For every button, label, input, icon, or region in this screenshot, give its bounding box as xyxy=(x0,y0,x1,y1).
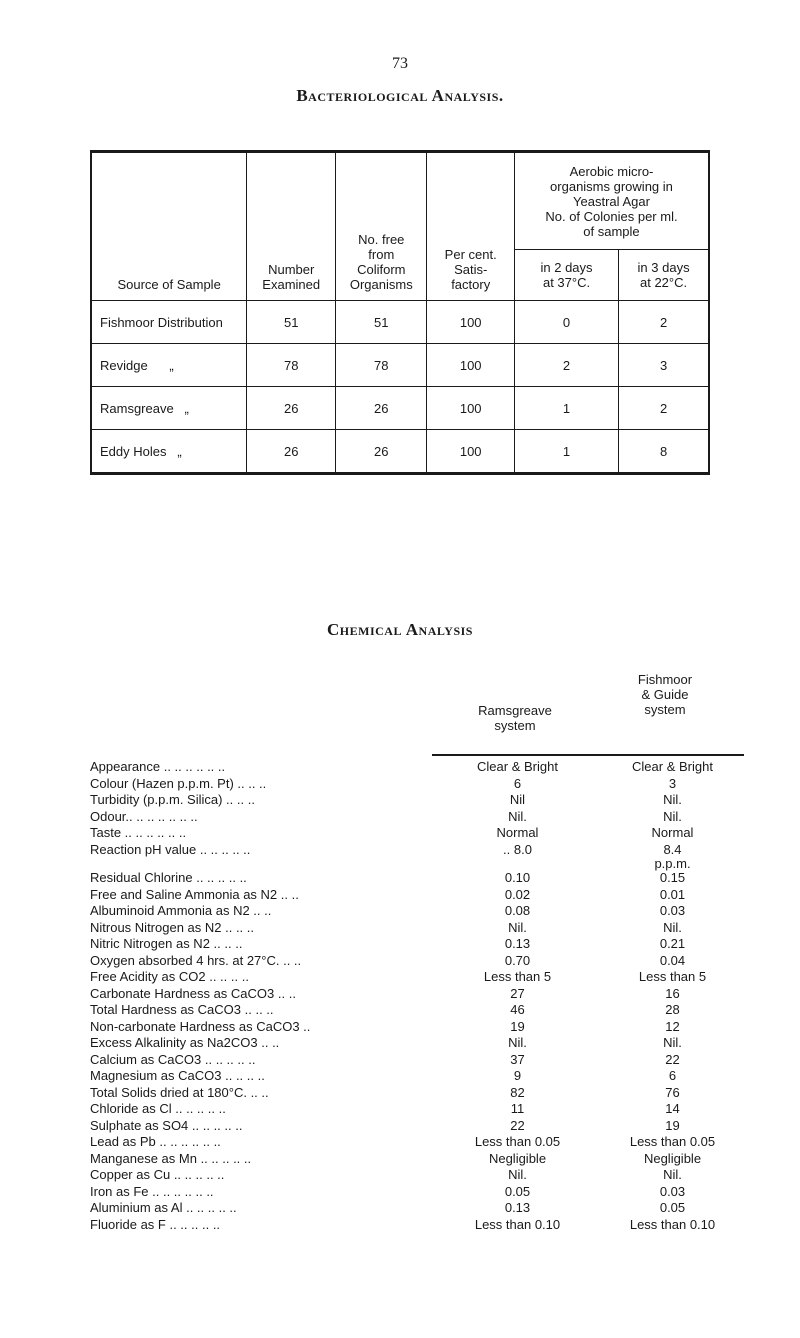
ramsgreave-value: 19 xyxy=(510,1018,525,1034)
ramsgreave-value: 0.70 xyxy=(504,952,531,968)
cell-source: Revidge „ xyxy=(91,344,247,387)
determination-label: Total Solids dried at 180°C. .. .. xyxy=(90,1084,269,1100)
header-aerobic-line: organisms growing in xyxy=(550,178,673,194)
fishmoor-value: Less than 0.10 xyxy=(629,1216,716,1232)
determination-label: Manganese as Mn .. .. .. .. .. xyxy=(90,1150,252,1166)
ramsgreave-value: Less than 5 xyxy=(483,969,552,984)
list-item xyxy=(90,776,760,793)
determination-label: Iron as Fe .. .. .. .. .. .. xyxy=(90,1183,214,1199)
ramsgreave-value: 37 xyxy=(510,1051,525,1067)
ramsgreave-value: 0.08 xyxy=(504,903,531,918)
header-coliform xyxy=(336,152,427,301)
fishmoor-value: Normal xyxy=(651,825,694,840)
chemical-heading: Chemical Analysis xyxy=(327,620,473,639)
ramsgreave-value: Less than 0.05 xyxy=(474,1134,561,1149)
header-aerobic-line: Yeastral Agar xyxy=(573,193,650,209)
determination-label: Appearance .. .. .. .. .. .. xyxy=(90,759,226,774)
determination-label: Albuminoid Ammonia as N2 .. .. xyxy=(90,903,272,918)
list-item xyxy=(90,809,760,826)
ramsgreave-value: Clear & Bright xyxy=(477,759,558,774)
list-item xyxy=(90,1184,760,1201)
cell-days2: 1 xyxy=(514,430,618,474)
header-aerobic-line: No. of Colonies per ml. xyxy=(545,208,678,224)
fishmoor-value: Nil. xyxy=(663,1035,682,1050)
list-item xyxy=(90,1101,760,1118)
fishmoor-value: Less than 5 xyxy=(638,969,707,984)
header-3-days-line: at 22°C. xyxy=(639,275,688,290)
bacteriological-heading: Bacteriological Analysis. xyxy=(296,86,504,105)
fishmoor-value: 3 xyxy=(668,775,677,791)
header-source: Source of Sample xyxy=(91,152,247,301)
determination-label: Carbonate Hardness as CaCO3 .. .. xyxy=(90,985,296,1001)
header-percent-line: Per cent. xyxy=(444,247,497,262)
column-header-line: Fishmoor xyxy=(637,672,693,687)
list-item xyxy=(90,759,760,776)
determination-label: Excess Alkalinity as Na2CO3 .. .. xyxy=(90,1035,280,1050)
fishmoor-value: 0.05 xyxy=(659,1200,686,1215)
fishmoor-value: 16 xyxy=(665,985,680,1001)
list-item xyxy=(90,1118,760,1135)
header-number-examined xyxy=(247,152,336,301)
cell-days3: 2 xyxy=(619,301,709,344)
fishmoor-value: 28 xyxy=(665,1002,680,1017)
page-number: 73 xyxy=(392,55,408,72)
list-item xyxy=(90,1002,760,1019)
cell-days3: 8 xyxy=(619,430,709,474)
cell-source: Eddy Holes „ xyxy=(91,430,247,474)
determination-label: Nitric Nitrogen as N2 .. .. .. xyxy=(90,936,243,951)
determination-label: Lead as Pb .. .. .. .. .. .. xyxy=(90,1134,221,1149)
determination-label: Taste .. .. .. .. .. .. xyxy=(90,825,187,840)
units-note: p.p.m. xyxy=(654,856,691,871)
header-aerobic-group xyxy=(514,152,709,250)
fishmoor-value: 0.15 xyxy=(659,870,686,885)
ramsgreave-value: 0.13 xyxy=(504,1200,531,1215)
list-item xyxy=(90,887,760,904)
list-item xyxy=(90,1068,760,1085)
determination-label: Colour (Hazen p.p.m. Pt) .. .. .. xyxy=(90,775,267,791)
fishmoor-value: Nil. xyxy=(663,1167,682,1182)
header-2-days-line: in 2 days xyxy=(540,260,593,275)
list-item xyxy=(90,953,760,970)
determination-label: Residual Chlorine .. .. .. .. .. xyxy=(90,870,247,885)
ramsgreave-value: Negligible xyxy=(488,1150,547,1166)
determination-label: Turbidity (p.p.m. Silica) .. .. .. xyxy=(90,792,255,807)
fishmoor-value: 6 xyxy=(668,1068,677,1083)
list-item xyxy=(90,920,760,937)
ramsgreave-value: 0.02 xyxy=(504,886,531,902)
determination-label: Free Acidity as CO2 .. .. .. .. xyxy=(90,969,249,984)
list-item xyxy=(90,870,760,887)
fishmoor-value: Nil. xyxy=(663,792,682,807)
cell-percent: 100 xyxy=(427,301,515,344)
list-item xyxy=(90,792,760,809)
cell-number: 26 xyxy=(247,387,336,430)
cell-days2: 2 xyxy=(514,344,618,387)
cell-days3: 2 xyxy=(619,387,709,430)
cell-source: Fishmoor Distribution xyxy=(91,301,247,344)
ramsgreave-value: .. 8.0 xyxy=(503,841,532,857)
fishmoor-value: 19 xyxy=(665,1117,680,1133)
table-row xyxy=(91,430,709,474)
header-percent-satisfactory xyxy=(427,152,515,301)
cell-coliform: 51 xyxy=(336,301,427,344)
ramsgreave-value: 46 xyxy=(510,1002,525,1017)
cell-source: Ramsgreave „ xyxy=(91,387,247,430)
header-percent-line: factory xyxy=(451,277,491,292)
header-aerobic-line: Aerobic micro- xyxy=(569,163,654,179)
list-item xyxy=(90,1035,760,1052)
header-3-days xyxy=(619,250,709,301)
header-3-days-line: in 3 days xyxy=(637,260,690,275)
fishmoor-value: 0.03 xyxy=(659,903,686,918)
header-number-line: Examined xyxy=(262,277,321,292)
ramsgreave-value: Nil xyxy=(509,792,526,807)
ramsgreave-value: Less than 0.10 xyxy=(474,1216,561,1232)
header-percent-line: Satis- xyxy=(454,262,488,277)
header-2-days xyxy=(514,250,618,301)
table-row xyxy=(91,344,709,387)
list-item xyxy=(90,1085,760,1102)
determination-label: Aluminium as Al .. .. .. .. .. xyxy=(90,1200,237,1215)
ramsgreave-value: Nil. xyxy=(508,1035,527,1050)
cell-percent: 100 xyxy=(427,430,515,474)
determination-label: Total Hardness as CaCO3 .. .. .. xyxy=(90,1002,274,1017)
list-item xyxy=(90,986,760,1003)
header-coliform-line: No. free xyxy=(358,232,405,247)
table-row xyxy=(91,301,709,344)
list-item xyxy=(90,1151,760,1168)
fishmoor-value: Clear & Bright xyxy=(632,759,713,774)
fishmoor-value: 0.21 xyxy=(659,936,686,951)
determination-label: Calcium as CaCO3 .. .. .. .. .. xyxy=(90,1051,256,1067)
list-item xyxy=(90,1019,760,1036)
column-header-line: & Guide xyxy=(641,687,689,702)
column-header-line: system xyxy=(494,718,536,733)
cell-percent: 100 xyxy=(427,387,515,430)
list-item xyxy=(90,1200,760,1217)
fishmoor-value: Negligible xyxy=(643,1150,702,1166)
list-item xyxy=(90,825,760,842)
ramsgreave-value: Nil. xyxy=(508,919,527,935)
column-header-fishmoor xyxy=(590,672,740,717)
cell-days2: 1 xyxy=(514,387,618,430)
ramsgreave-value: 6 xyxy=(513,775,522,791)
column-header-ramsgreave xyxy=(440,703,590,733)
list-item xyxy=(90,903,760,920)
list-item xyxy=(90,1167,760,1184)
ramsgreave-value: 27 xyxy=(510,985,525,1001)
ramsgreave-value: 0.10 xyxy=(504,870,531,885)
determination-label: Magnesium as CaCO3 .. .. .. .. xyxy=(90,1068,265,1083)
ramsgreave-value: 0.05 xyxy=(504,1183,531,1199)
fishmoor-value: 0.03 xyxy=(659,1183,686,1199)
ramsgreave-value: 0.13 xyxy=(504,936,531,951)
ramsgreave-value: Nil. xyxy=(508,808,527,824)
fishmoor-value: 22 xyxy=(665,1051,680,1067)
ramsgreave-value: Normal xyxy=(496,825,539,840)
header-coliform-line: Organisms xyxy=(349,277,413,292)
fishmoor-value: 12 xyxy=(665,1018,680,1034)
cell-number: 51 xyxy=(247,301,336,344)
fishmoor-value: 0.04 xyxy=(659,952,686,968)
list-item xyxy=(90,1052,760,1069)
column-header-line: Ramsgreave xyxy=(478,703,552,718)
determination-label: Non-carbonate Hardness as CaCO3 .. xyxy=(90,1018,311,1034)
determination-label: Chloride as Cl .. .. .. .. .. xyxy=(90,1101,226,1116)
cell-coliform: 26 xyxy=(336,430,427,474)
determination-label: Fluoride as F .. .. .. .. .. xyxy=(90,1216,221,1232)
cell-coliform: 26 xyxy=(336,387,427,430)
cell-percent: 100 xyxy=(427,344,515,387)
ramsgreave-value: Nil. xyxy=(508,1167,527,1182)
column-header-line: system xyxy=(644,702,686,717)
determination-label: Reaction pH value .. .. .. .. .. xyxy=(90,841,251,857)
header-rule xyxy=(432,754,744,756)
determination-label: Free and Saline Ammonia as N2 .. .. xyxy=(90,886,299,902)
fishmoor-value: 0.01 xyxy=(659,886,686,902)
cell-coliform: 78 xyxy=(336,344,427,387)
header-aerobic-line: of sample xyxy=(583,223,640,239)
fishmoor-value: Less than 0.05 xyxy=(629,1134,716,1149)
fishmoor-value: Nil. xyxy=(663,919,682,935)
fishmoor-value: Nil. xyxy=(663,808,682,824)
determination-label: Nitrous Nitrogen as N2 .. .. .. xyxy=(90,919,255,935)
determination-label: Oxygen absorbed 4 hrs. at 27°C. .. .. xyxy=(90,952,302,968)
ramsgreave-value: 82 xyxy=(510,1084,525,1100)
determination-label: Copper as Cu .. .. .. .. .. xyxy=(90,1167,225,1182)
fishmoor-value: 76 xyxy=(665,1084,680,1100)
units-note-row xyxy=(90,858,760,870)
ramsgreave-value: 22 xyxy=(510,1117,525,1133)
header-coliform-line: Coliform xyxy=(357,262,406,277)
table-row xyxy=(91,387,709,430)
cell-number: 26 xyxy=(247,430,336,474)
header-2-days-line: at 37°C. xyxy=(542,275,591,290)
header-coliform-line: from xyxy=(368,247,395,262)
list-item xyxy=(90,1217,760,1234)
cell-days3: 3 xyxy=(619,344,709,387)
cell-number: 78 xyxy=(247,344,336,387)
ramsgreave-value: 11 xyxy=(510,1101,525,1116)
determination-label: Sulphate as SO4 .. .. .. .. .. xyxy=(90,1117,243,1133)
list-item xyxy=(90,936,760,953)
cell-days2: 0 xyxy=(514,301,618,344)
fishmoor-value: 14 xyxy=(665,1101,680,1116)
bacteriological-table xyxy=(90,150,710,475)
header-number-line: Number xyxy=(268,262,315,277)
ramsgreave-value: 9 xyxy=(513,1068,522,1083)
determination-label: Odour.. .. .. .. .. .. .. xyxy=(90,808,198,824)
chemical-analysis-list xyxy=(90,759,760,1233)
fishmoor-value: 8.4 xyxy=(663,841,682,857)
list-item xyxy=(90,1134,760,1151)
list-item xyxy=(90,969,760,986)
